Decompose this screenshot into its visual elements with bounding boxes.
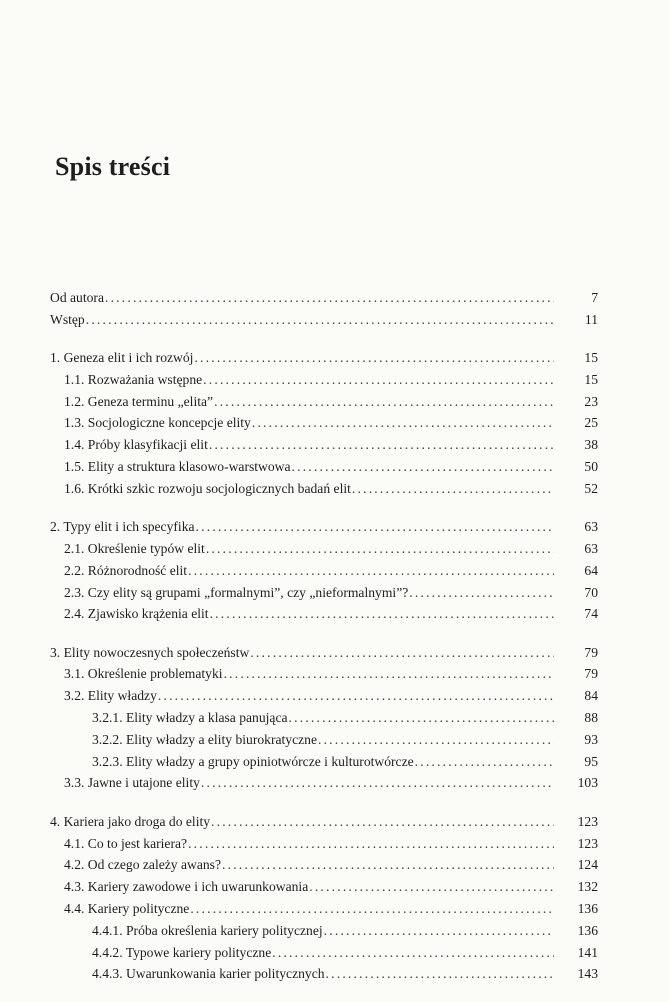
toc-entry-page-number: 132 [577, 879, 598, 895]
toc-entry-title: 3. Elity nowoczesnych społeczeństw [50, 644, 250, 660]
toc-entry-page-number: 84 [584, 688, 598, 704]
toc-entry-page-number: 15 [584, 371, 598, 387]
toc-entry [50, 582, 598, 604]
toc-entry [50, 434, 598, 456]
toc-entry-title: 1.1. Rozważania wstępne [64, 371, 203, 387]
toc-entry [50, 772, 598, 794]
toc-entry-page-number: 63 [584, 540, 598, 556]
toc-entry-title: 1.5. Elity a struktura klasowo-warstwowa [64, 459, 291, 475]
dot-leader [86, 309, 554, 331]
dot-leader [194, 347, 554, 369]
toc-entry-title: 3.2.1. Elity władzy a klasa panująca [92, 710, 288, 726]
toc-entry-page-number: 70 [584, 584, 598, 600]
toc-entry-page-number: 79 [584, 644, 598, 660]
toc-entry [50, 707, 598, 729]
toc-entry [50, 412, 598, 434]
toc-entry-page-number: 64 [584, 562, 598, 578]
toc-entry-page-number: 52 [584, 480, 598, 496]
toc-entry-page-number: 63 [584, 519, 598, 535]
toc-entry [50, 309, 598, 331]
toc-entry-title: 4.4.2. Typowe kariery polityczne [92, 944, 272, 960]
dot-leader [224, 663, 554, 685]
dot-leader [201, 772, 554, 794]
toc-entry-title: Od autora [50, 290, 104, 305]
toc-entry-page-number: 7 [591, 290, 598, 305]
dot-leader [158, 685, 554, 707]
toc-entry-page-number: 23 [584, 393, 598, 409]
toc-entry [50, 287, 598, 309]
toc-entry [50, 876, 598, 898]
dot-leader [188, 560, 554, 582]
toc-entry-page-number: 141 [577, 944, 598, 960]
dot-leader [252, 412, 554, 434]
dot-leader [309, 876, 554, 898]
dot-leader [272, 942, 554, 964]
toc-section [50, 287, 598, 331]
toc-entry [50, 478, 598, 500]
toc-entry-title: 2.2. Różnorodność elit [64, 562, 188, 578]
toc-entry-page-number: 79 [584, 666, 598, 682]
toc-entry [50, 516, 598, 538]
toc-entry-page-number: 93 [584, 731, 598, 747]
toc-entry-page-number: 95 [584, 753, 598, 769]
dot-leader [188, 833, 554, 855]
dot-leader [196, 516, 554, 538]
dot-leader [292, 456, 554, 478]
toc-entry-title: 2.3. Czy elity są grupami „formalnymi”, czy „nieformalnymi”? [64, 584, 409, 600]
dot-leader [209, 434, 554, 456]
toc-entry [50, 369, 598, 391]
toc-section [50, 642, 598, 795]
toc-entry-page-number: 143 [577, 966, 598, 982]
toc-entry-title: 1.3. Socjologiczne koncepcje elity [64, 415, 251, 431]
toc-entry-page-number: 103 [577, 775, 598, 791]
toc-entry [50, 942, 598, 964]
dot-leader [211, 811, 554, 833]
toc-entry [50, 729, 598, 751]
toc-entry-title: 3.2.2. Elity władzy a elity biurokratyczne [92, 731, 317, 747]
toc-entry-page-number: 123 [577, 835, 598, 851]
toc-entry-title: 3.2. Elity władzy [64, 688, 157, 704]
toc-entry-title: 4.4.3. Uwarunkowania karier politycznych [92, 966, 325, 982]
toc-entry-title: 4.1. Co to jest kariera? [64, 835, 188, 851]
toc-entry-title: 1.2. Geneza terminu „elita” [64, 393, 214, 409]
dot-leader [203, 369, 554, 391]
toc-entry [50, 920, 598, 942]
toc-entry-title: 2. Typy elit i ich specyfika [50, 519, 195, 535]
toc-entry-title: 1.4. Próby klasyfikacji elit [64, 437, 208, 453]
toc-entry-page-number: 50 [584, 459, 598, 475]
toc-entry [50, 963, 598, 985]
toc-entry-page-number: 136 [577, 900, 598, 916]
toc-entry-title: 1.6. Krótki szkic rozwoju socjologicznych badań elit [64, 480, 351, 496]
toc-entry [50, 347, 598, 369]
toc-entry-page-number: 25 [584, 415, 598, 431]
dot-leader [318, 729, 554, 751]
toc-section [50, 516, 598, 625]
toc-entry-title: 4.4. Kariery polityczne [64, 900, 190, 916]
dot-leader [326, 963, 554, 985]
dot-leader [206, 538, 554, 560]
toc-entry [50, 642, 598, 664]
dot-leader [190, 898, 554, 920]
dot-leader [105, 287, 554, 309]
toc-entry-title: 4.2. Od czego zależy awans? [64, 857, 222, 873]
toc-entry [50, 391, 598, 413]
toc-entry-page-number: 11 [584, 311, 598, 327]
toc-entry-title: 1. Geneza elit i ich rozwój [50, 350, 194, 366]
dot-leader [210, 603, 554, 625]
toc-entry-page-number: 38 [584, 437, 598, 453]
toc-entry [50, 833, 598, 855]
toc-entry-title: 3.1. Określenie problematyki [64, 666, 223, 682]
toc-entry-title: 2.4. Zjawisko krążenia elit [64, 606, 209, 622]
toc-entry-page-number: 136 [577, 922, 598, 938]
toc-entry-title: 2.1. Określenie typów elit [64, 540, 205, 556]
table-of-contents [50, 287, 598, 1002]
toc-entry-page-number: 15 [584, 350, 598, 366]
toc-section [50, 347, 598, 500]
dot-leader [415, 751, 554, 773]
toc-entry-title: 4. Kariera jako droga do elity [50, 813, 211, 829]
toc-entry [50, 538, 598, 560]
toc-entry-title: 4.3. Kariery zawodowe i ich uwarunkowania [64, 879, 309, 895]
toc-section [50, 811, 598, 985]
toc-entry-page-number: 88 [584, 710, 598, 726]
toc-entry [50, 854, 598, 876]
toc-entry-page-number: 124 [577, 857, 598, 873]
dot-leader [409, 582, 554, 604]
dot-leader [324, 920, 554, 942]
toc-entry [50, 811, 598, 833]
toc-entry [50, 751, 598, 773]
dot-leader [289, 707, 554, 729]
toc-entry [50, 456, 598, 478]
toc-entry-title: 3.3. Jawne i utajone elity [64, 775, 200, 791]
toc-entry [50, 603, 598, 625]
toc-entry [50, 685, 598, 707]
toc-entry-title: 4.4.1. Próba określenia kariery politycznej [92, 922, 323, 938]
dot-leader [352, 478, 554, 500]
dot-leader [214, 391, 554, 413]
toc-entry-page-number: 74 [584, 606, 598, 622]
toc-entry [50, 898, 598, 920]
dot-leader [222, 854, 554, 876]
toc-entry [50, 560, 598, 582]
toc-entry-title: 3.2.3. Elity władzy a grupy opiniotwórcze i kulturotwórcze [92, 753, 414, 769]
dot-leader [250, 642, 554, 664]
toc-entry-page-number: 123 [577, 813, 598, 829]
toc-entry-title: Wstęp [50, 311, 85, 327]
page-title: Spis treści [55, 152, 171, 181]
toc-entry [50, 663, 598, 685]
